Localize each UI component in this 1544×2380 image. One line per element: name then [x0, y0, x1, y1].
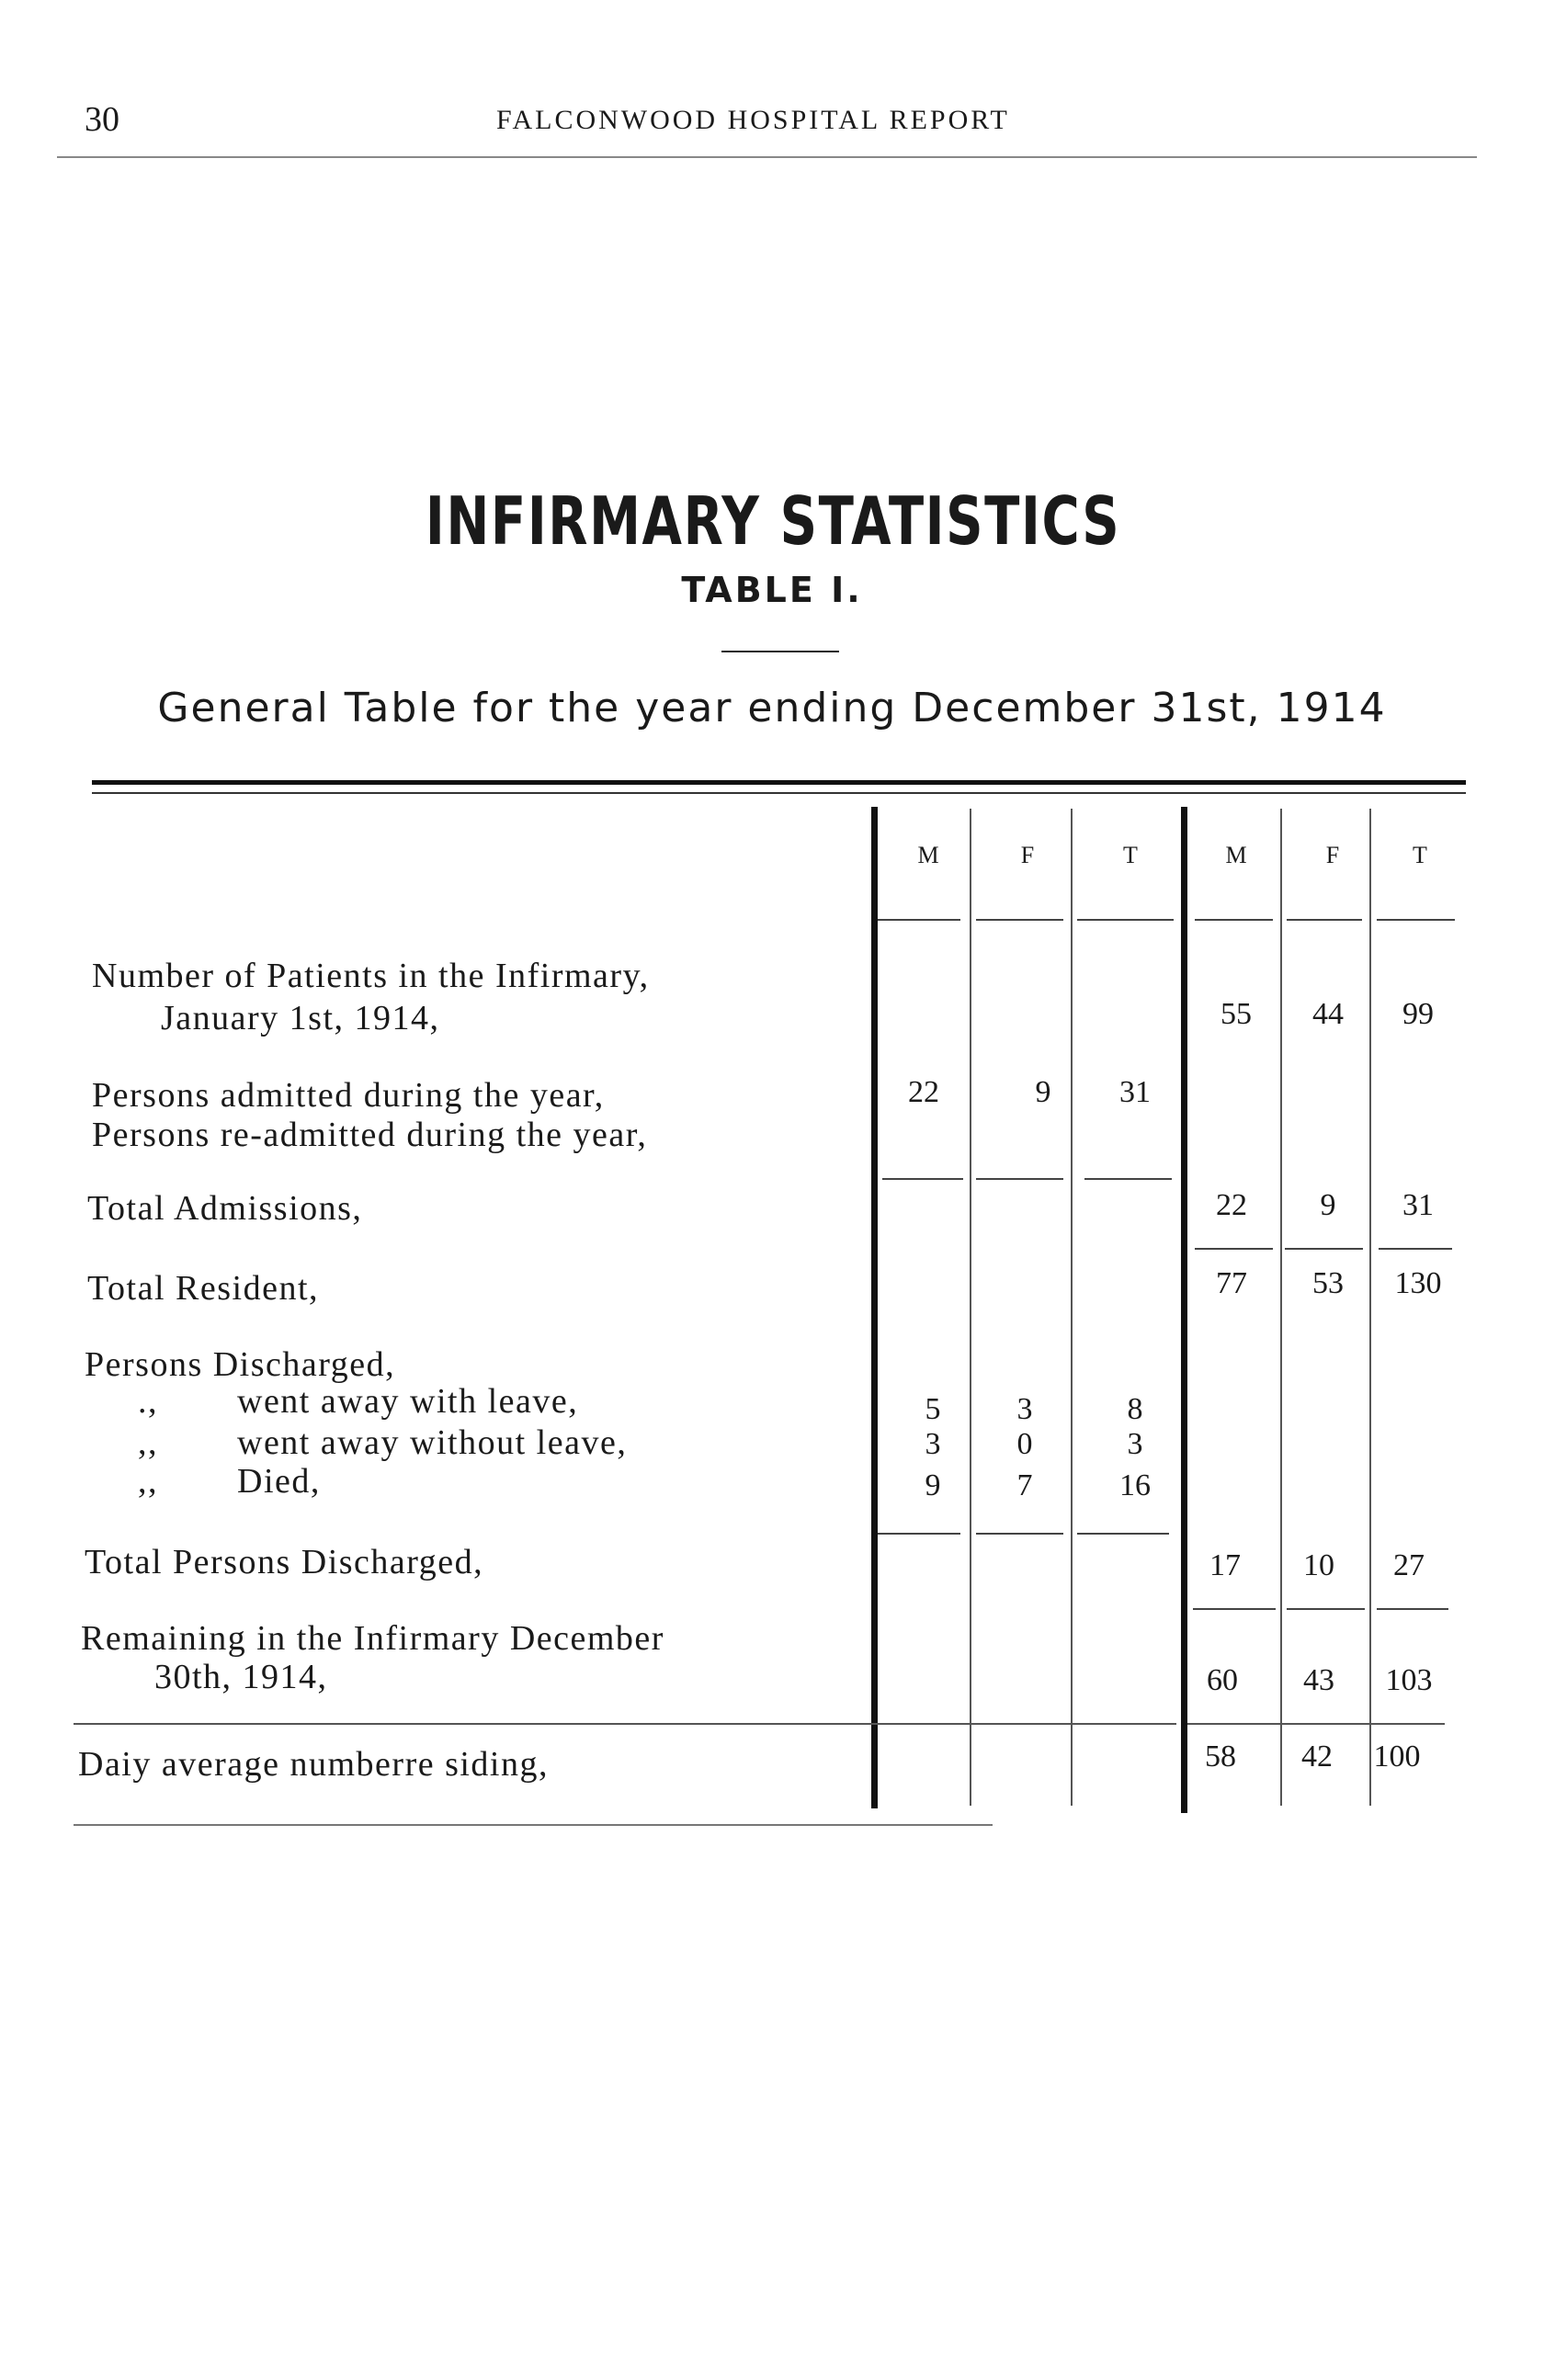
col-divider-lf: [1071, 809, 1073, 1806]
head-underline: [1195, 919, 1273, 921]
cell-total-discharged-t: 27: [1393, 1548, 1425, 1582]
col-divider-rf: [1369, 809, 1371, 1806]
cell-admitted-m: 22: [908, 1075, 939, 1109]
col-divider-lm: [970, 809, 971, 1806]
head-underline: [1377, 919, 1455, 921]
cell-without-leave-t: 3: [1127, 1427, 1143, 1461]
cell-admitted-t: 31: [1119, 1075, 1151, 1109]
cell-total-admissions-m: 22: [1216, 1188, 1247, 1222]
cell-total-discharged-m: 17: [1209, 1548, 1241, 1582]
sum-rule: [976, 1533, 1063, 1535]
sum-rule: [1084, 1178, 1172, 1180]
title-divider: [721, 651, 839, 652]
cell-died-m: 9: [925, 1468, 941, 1502]
sum-rule: [1379, 1248, 1452, 1250]
left-block-divider: [871, 807, 878, 1808]
cell-total-resident-f: 53: [1312, 1266, 1344, 1300]
head-underline: [1287, 919, 1362, 921]
table-bottom-rule: [74, 1824, 993, 1826]
section-rule: [864, 1723, 1176, 1725]
row-label-patients: Number of Patients in the Infirmary,: [92, 957, 650, 995]
row-label-daily-average: Daiy average numberre siding,: [78, 1745, 549, 1784]
sum-rule: [1077, 1533, 1169, 1535]
ditto-mark: ,,: [138, 1462, 158, 1501]
cell-with-leave-m: 5: [925, 1392, 941, 1426]
col-head-right-f: F: [1325, 842, 1340, 868]
cell-admitted-f: 9: [1035, 1075, 1051, 1109]
sum-rule: [882, 1178, 963, 1180]
page-number: 30: [85, 100, 119, 139]
right-block-divider: [1181, 807, 1187, 1813]
row-label-total-admissions: Total Admissions,: [87, 1189, 363, 1228]
row-label-admitted: Persons admitted during the year,: [92, 1076, 605, 1115]
cell-daily-average-m: 58: [1205, 1740, 1236, 1774]
table-top-rule-thin: [92, 792, 1466, 794]
row-label-with-leave: went away with leave,: [237, 1382, 579, 1421]
col-head-right-t: T: [1413, 842, 1427, 868]
running-title: FALCONWOOD HOSPITAL REPORT: [496, 105, 1010, 135]
row-label-readmitted: Persons re-admitted during the year,: [92, 1116, 648, 1154]
cell-remaining-t: 103: [1385, 1663, 1433, 1697]
table-top-rule: [92, 780, 1466, 785]
col-divider-rm: [1280, 809, 1282, 1806]
col-head-left-t: T: [1123, 842, 1138, 868]
sum-rule: [1285, 1248, 1363, 1250]
ditto-mark: ,,: [138, 1423, 158, 1462]
cell-with-leave-f: 3: [1016, 1392, 1033, 1426]
col-head-left-f: F: [1020, 842, 1035, 868]
row-label-discharged: Persons Discharged,: [85, 1345, 396, 1384]
row-label-total-discharged: Total Persons Discharged,: [85, 1543, 484, 1581]
sum-rule: [976, 1178, 1063, 1180]
head-underline: [878, 919, 960, 921]
cell-died-t: 16: [1119, 1468, 1151, 1502]
row-label-remaining-date: 30th, 1914,: [154, 1658, 328, 1696]
cell-total-resident-t: 130: [1394, 1266, 1442, 1300]
cell-died-f: 7: [1016, 1468, 1033, 1502]
table-label: TABLE I.: [681, 570, 863, 610]
row-label-died: Died,: [237, 1462, 321, 1501]
cell-with-leave-t: 8: [1127, 1392, 1143, 1426]
sum-rule: [1195, 1248, 1273, 1250]
cell-daily-average-f: 42: [1301, 1740, 1333, 1774]
table-subtitle: General Table for the year ending December 31st, 1914: [157, 685, 1387, 731]
ditto-mark: .,: [138, 1382, 158, 1421]
cell-patients-t: 99: [1402, 997, 1434, 1031]
main-title: INFIRMARY STATISTICS: [425, 482, 1121, 560]
header-rule: [57, 156, 1477, 158]
section-rule: [74, 1723, 864, 1725]
sum-rule: [878, 1533, 960, 1535]
cell-daily-average-t: 100: [1373, 1740, 1421, 1774]
cell-patients-f: 44: [1312, 997, 1344, 1031]
cell-total-admissions-f: 9: [1320, 1188, 1336, 1222]
sum-rule: [1287, 1608, 1365, 1610]
sum-rule: [1193, 1608, 1276, 1610]
cell-without-leave-m: 3: [925, 1427, 941, 1461]
head-underline: [1077, 919, 1174, 921]
cell-total-resident-m: 77: [1216, 1266, 1247, 1300]
cell-total-discharged-f: 10: [1303, 1548, 1334, 1582]
row-label-patients-date: January 1st, 1914,: [161, 999, 440, 1037]
cell-remaining-m: 60: [1207, 1663, 1238, 1697]
sum-rule: [1377, 1608, 1448, 1610]
head-underline: [976, 919, 1063, 921]
col-head-right-m: M: [1225, 842, 1247, 868]
cell-without-leave-f: 0: [1016, 1427, 1033, 1461]
cell-patients-m: 55: [1220, 997, 1252, 1031]
row-label-without-leave: went away without leave,: [237, 1423, 628, 1462]
row-label-remaining: Remaining in the Infirmary December: [81, 1619, 664, 1658]
row-label-total-resident: Total Resident,: [87, 1269, 320, 1308]
cell-total-admissions-t: 31: [1402, 1188, 1434, 1222]
col-head-left-m: M: [917, 842, 939, 868]
section-rule: [1187, 1723, 1445, 1725]
cell-remaining-f: 43: [1303, 1663, 1334, 1697]
